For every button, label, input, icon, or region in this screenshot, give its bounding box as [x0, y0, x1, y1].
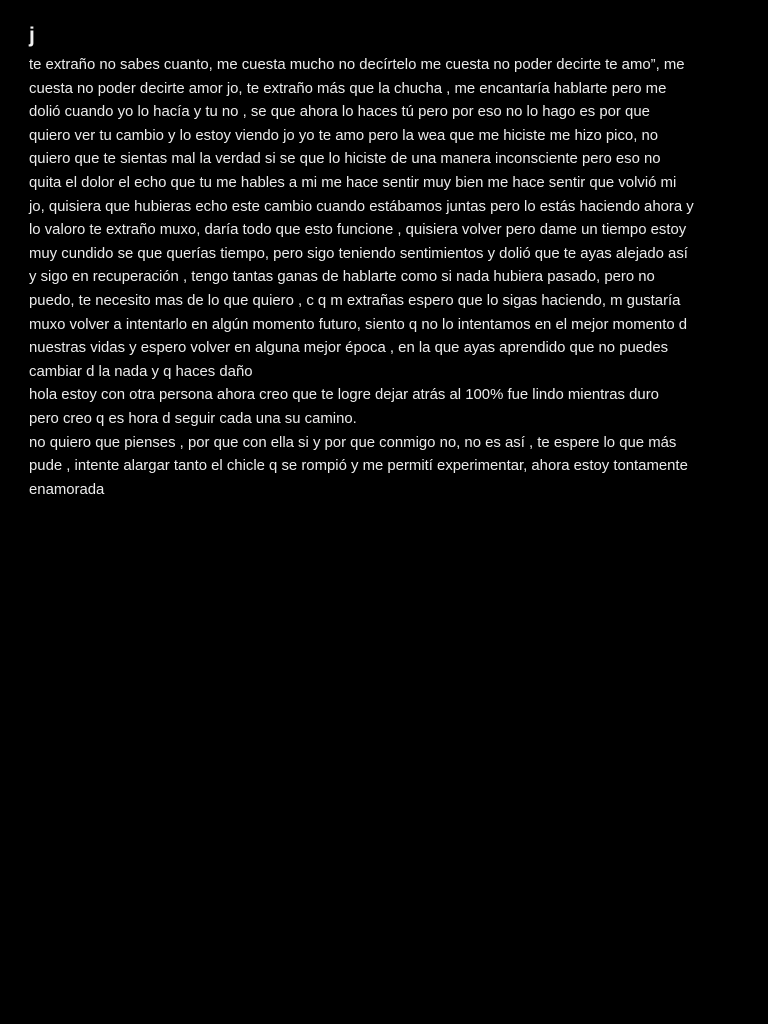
note-line: dolió cuando yo lo hacía y tu no , se que ahora lo haces tú pero por eso no lo hago es por que: [29, 104, 650, 121]
note-title[interactable]: j: [29, 24, 35, 47]
note-line: no quiero que pienses , por que con ella si y por que conmigo no, no es así , te espere lo que más: [29, 434, 677, 451]
note-line: puedo, te necesito mas de lo que quiero , c q m extrañas espero que lo sigas haciendo, m gustaría: [29, 292, 681, 309]
note-line: enamorada: [29, 481, 105, 498]
note-line: cambiar d la nada y q haces daño: [29, 363, 253, 380]
note-line: jo, quisiera que hubieras echo este cambio cuando estábamos juntas pero lo estás haciendo ahora y: [29, 198, 694, 215]
note-line: pude , intente alargar tanto el chicle q se rompió y me permití experimentar, ahora estoy tontamente: [29, 458, 688, 475]
note-line: muxo volver a intentarlo en algún momento futuro, siento q no lo intentamos en el mejor momento d: [29, 316, 688, 333]
note-line: quita el dolor el echo que tu me hables a mi me hace sentir muy bien me hace sentir que volvió mi: [29, 174, 677, 191]
note-line: cuesta no poder decirte amor jo, te extraño más que la chucha , me encantaría hablarte pero me: [29, 80, 667, 97]
note-body[interactable]: [29, 54, 747, 502]
note-line: muy cundido se que querías tiempo, pero sigo teniendo sentimientos y dolió que te ayas alejado así: [29, 245, 688, 262]
note-line: te extraño no sabes cuanto, me cuesta mucho no decírtelo me cuesta no poder decirte te amo”, me: [29, 57, 685, 73]
note-line: pero creo q es hora d seguir cada una su camino.: [29, 410, 357, 427]
note-line: quiero ver tu cambio y lo estoy viendo jo yo te amo pero la wea que me hiciste me hizo pico, no: [29, 127, 659, 144]
note-line: nuestras vidas y espero volver en alguna mejor época , en la que ayas aprendido que no puedes: [29, 340, 669, 357]
note-line: quiero que te sientas mal la verdad si se que lo hiciste de una manera inconsciente pero eso no: [29, 151, 661, 168]
note-line: hola estoy con otra persona ahora creo que te logre dejar atrás al 100% fue lindo mientras duro: [29, 387, 659, 404]
note-line: y sigo en recuperación , tengo tantas ganas de hablarte como si nada hubiera pasado, pero no: [29, 269, 655, 286]
note-line: lo valoro te extraño muxo, daría todo que esto funcione , quisiera volver pero dame un tiempo estoy: [29, 222, 687, 239]
